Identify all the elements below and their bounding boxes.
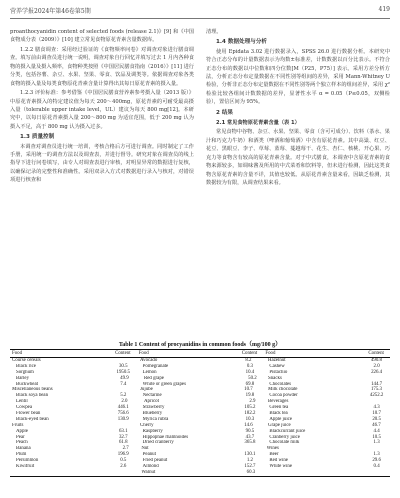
food-name: Pistachio (269, 369, 288, 375)
food-category: Nut (141, 446, 149, 452)
content-value: 365.8 (244, 440, 256, 446)
food-name: Black soya bean (16, 393, 49, 399)
table-caption: Table 1 Content of procyanidins in common foods（mg/100 g） (118, 342, 282, 348)
table-bottom-rule (10, 476, 390, 477)
food-name: Black tea (269, 411, 288, 417)
food-name: Walnut (141, 469, 156, 475)
content-value: 20.5 (372, 416, 381, 422)
running-header (10, 6, 390, 18)
content-value: 63.1 (118, 428, 128, 434)
content-value: 0.3 (246, 363, 253, 369)
food-name: Hippophae rhamnoides (142, 434, 189, 440)
content-value: 2.6 (120, 464, 127, 470)
food-category: Course cereals (12, 358, 41, 363)
food-name: Almond (142, 464, 159, 470)
body-paragraph: 常见食物中谷物、杂豆、水果、坚果、零食（含可可成分）、饮料（茶水、果汁和巧克力牛奶）和酒类（啤酒和葡萄酒）中含有原花青素。其中高粱、红豆、花豆、黑眼豆、李子、草莓、蓝莓、蔓越莓干、花生、杏仁、核桃、开心果、巧克力等食物含有较高的原花青素含量。对于中式膳食，本调查中含原花青素的食物来源较多，如调味酱及所用的中式菜肴和饮料等，但未进行检测，因此这类食物含原花青素的含量不详，其值也较低。从原花青素含量来看，因缺乏检测，其数据较为有限，从调查结果来看。 (206, 129, 390, 186)
food-name: Apricot (144, 399, 159, 405)
food-name: Green tea (269, 405, 289, 411)
food-name: Cherry (140, 422, 154, 428)
header-rule (10, 18, 390, 19)
content-value: 4.3 (373, 405, 380, 411)
content-value: 2.7 (122, 446, 129, 452)
section-heading: 1.3 质量控制 (20, 134, 55, 141)
content-value: 14.6 (244, 422, 253, 428)
food-category: Snacks (268, 375, 282, 381)
food-name: Cowpea (16, 405, 33, 411)
header-content: Content (241, 351, 258, 356)
header-food: Food (138, 351, 149, 356)
food-name: Beer (269, 452, 279, 458)
food-name: Persimmon (16, 458, 39, 464)
empty-cell (10, 470, 108, 476)
content-value: 46.7 (372, 422, 381, 428)
food-name: White wine (269, 464, 293, 470)
food-name: Lemon (142, 369, 157, 375)
content-value: 10.5 (372, 434, 381, 440)
body-paragraph: 1.2.3 评价标准：参考借鉴《中国居民膳食营养素参考摄入量（2013 版）》中原花青素摄入的特定建议值为每天 200～400mg，原花青素的可耐受最高摄入量（tolerable upper intake level，UL）建议为每天 800 mg[12]。本研究中，以每日原花青素摄入量 200～800 mg 为适宜范围，低于 200 mg 认为摄入不足，高于 800 mg 认为摄入过多。 (10, 90, 194, 130)
content-value: 10.3 (245, 416, 255, 422)
food-name: Nectarine (142, 393, 162, 399)
content-value: 69.8 (245, 381, 255, 387)
content-value: 19.8 (245, 393, 255, 399)
content-value: 756.6 (117, 411, 129, 417)
food-name: Avocado (140, 358, 158, 363)
content-value: 30.5 (118, 363, 128, 369)
food-name: Cranberry juice (269, 434, 300, 440)
empty-cell (265, 470, 363, 476)
food-name: Kiwifruit (16, 464, 35, 470)
content-value: 446.1 (117, 405, 129, 411)
content-value: 130.9 (117, 416, 129, 422)
food-name: Flower bean (16, 411, 41, 417)
right-text-column (206, 28, 390, 189)
content-value: 10.7 (244, 387, 253, 393)
food-name: White or green grapes (142, 381, 186, 387)
body-paragraph: 使用 Epidata 3.02 进行数据录入，SPSS 26.0 进行数据分析。本研究中符合正态分布的计量数据表示为均数±标准差，计数数据以百分比表示。不符合正态分布的数据以中位数和四分位数[M（P25，P75）] 表示。采用方差分析方法，分析正态分布定量数据在不同性别等组间的差异，采用 Mann-Whitney U 检验，分析非正态分布定量数据在不同性别等两个独立样本的组间差异，采用 χ² 检验比较各组间计数数据的差异，显著性水平 α = 0.05（P≤0.05，双侧检验），置信区间为 95%。 (206, 48, 390, 106)
header-content: Content (115, 351, 131, 356)
journal-title: 营养学报2024年第46卷第5期 (10, 8, 91, 15)
header-food: Food (265, 351, 276, 356)
food-name: Red wine (269, 458, 288, 464)
content-value: 175.3 (370, 387, 382, 393)
header-content: Content (368, 351, 384, 356)
food-category: Fruits (12, 422, 24, 428)
food-name: Sorghum (16, 369, 34, 375)
section-heading: 1.4 数据处理与分析 (216, 39, 268, 46)
food-name: Dried cranberry (142, 440, 174, 446)
content-value: 29.6 (372, 458, 381, 464)
food-name: Apple juice (269, 416, 293, 422)
food-name: Apple (16, 428, 28, 434)
food-name: Blueberry (142, 411, 163, 417)
food-name: Plum (16, 452, 27, 458)
food-name: Milk chocolate (268, 387, 298, 393)
section-heading: 2 结果 (216, 109, 234, 116)
content-value: 105.2 (244, 405, 256, 411)
content-value: 43.7 (245, 434, 255, 440)
left-text-column (10, 28, 194, 186)
content-value: 60.3 (246, 469, 256, 475)
content-value: 10.4 (245, 369, 255, 375)
food-name: Barley (16, 375, 30, 381)
food-name: Peach (16, 440, 28, 446)
content-value: 1950.5 (116, 369, 130, 375)
body-paragraph: 1.2.2 膳食调查：采用经过验证的《食物频率问卷》对调查对象进行膳食调查。填写前由调查员进行统一说明，调查对象自行回忆并填写过去 1 月内各种食物的摄入量及摄入频率，食物种类按照《中国居民膳食指南（2016）》[11] 进行分类，包括谷薯、杂豆、水果、坚果、零食、饮品及调类等。依据调查对象各类食物的摄入量及每类食物原花青素含量计算得出其每日原花青素的摄入量。 (10, 47, 194, 87)
food-name: Banana (16, 446, 31, 452)
food-name: Hazelnut (268, 358, 286, 363)
food-name: Myrica rubra (142, 416, 169, 422)
food-category: Miscellaneous beans (12, 387, 53, 393)
food-name: Cocoa powder (269, 393, 298, 399)
body-paragraph: proanthocyanidin content of selected foods (release 2.1)》[9] 和《中国食物成分表（2009）》[10] 建立常见食物原花青素含量数据库。 (10, 29, 194, 44)
content-value: 182.2 (244, 411, 256, 417)
food-name: Fried peanut (142, 458, 168, 464)
table-row (10, 470, 390, 476)
body-paragraph: 清理。 (206, 29, 222, 35)
content-value: 152.7 (244, 464, 256, 470)
content-value: 130.1 (244, 452, 256, 458)
food-category: Beverages (268, 399, 289, 405)
food-name: Strawberry (142, 405, 165, 411)
content-value: 0.5 (120, 458, 127, 464)
content-value: 4252.2 (369, 393, 384, 399)
content-value: 4.4 (373, 428, 380, 434)
content-value: 1.3 (373, 452, 380, 458)
content-value: 10.7 (372, 411, 381, 417)
food-name: Chocolate milk (269, 440, 300, 446)
content-value: 49.9 (120, 375, 129, 381)
content-value: 196.9 (117, 452, 129, 458)
content-value: 5.2 (120, 393, 127, 399)
food-name: Jujube (140, 387, 153, 393)
food-name: Blackcurrant juice (269, 428, 306, 434)
content-value: 2.0 (373, 363, 380, 369)
food-category: Wines (266, 446, 279, 452)
food-name: Black-eyed bean (16, 416, 49, 422)
content-value: 144.7 (371, 381, 383, 387)
content-value: 490.8 (370, 358, 382, 363)
content-value: 2.9 (249, 399, 256, 405)
empty-cell (363, 470, 390, 476)
food-name: Pear (16, 434, 25, 440)
body-paragraph: 本调查对调查员进行统一培训，考核合格后方可进行调查。同时制定了工作手册，采用统一的调查方法以及调查表，并进行督导。研究对象在调查员的线上指导下进行问卷填写，由专人对调查表进行审核，对明显异常的数据进行复核，以确保记录的完整性和准确性。采用双录入方式对数据进行录入与核对，对错误项进行核查和 (10, 143, 194, 184)
food-name: Buckwheat (16, 381, 39, 387)
food-name: Peanut (142, 452, 156, 458)
food-name: Grape juice (268, 422, 291, 428)
page-number: 419 (378, 6, 390, 13)
food-name: Chocolates (269, 381, 292, 387)
food-name: Lentil (16, 399, 28, 405)
content-value: 50.2 (248, 375, 257, 381)
content-value: 226.4 (371, 369, 383, 375)
empty-cell (108, 470, 135, 476)
content-value: 0.4 (373, 464, 380, 470)
food-name: Pomegranate (142, 363, 169, 369)
procyanidin-table (10, 349, 390, 477)
content-value: 2.0 (121, 399, 128, 405)
subsection-heading: 2.1 常见食物原花青素含量（表 1） (216, 120, 300, 127)
food-name: Black rice (16, 363, 36, 369)
header-food: Food (12, 351, 23, 356)
content-value: 32.7 (118, 434, 128, 440)
content-value: 1.2 (246, 458, 253, 464)
food-name: Cashew (269, 363, 285, 369)
food-name: Raspberry (142, 428, 163, 434)
content-value: 7.4 (120, 381, 127, 387)
content-value: 90.5 (245, 428, 255, 434)
content-value: 1.3 (373, 440, 380, 446)
content-value: 61.8 (118, 440, 128, 446)
food-name: Red grape (144, 375, 164, 381)
content-value: 8.2 (245, 358, 252, 363)
table-header-row (10, 350, 390, 357)
